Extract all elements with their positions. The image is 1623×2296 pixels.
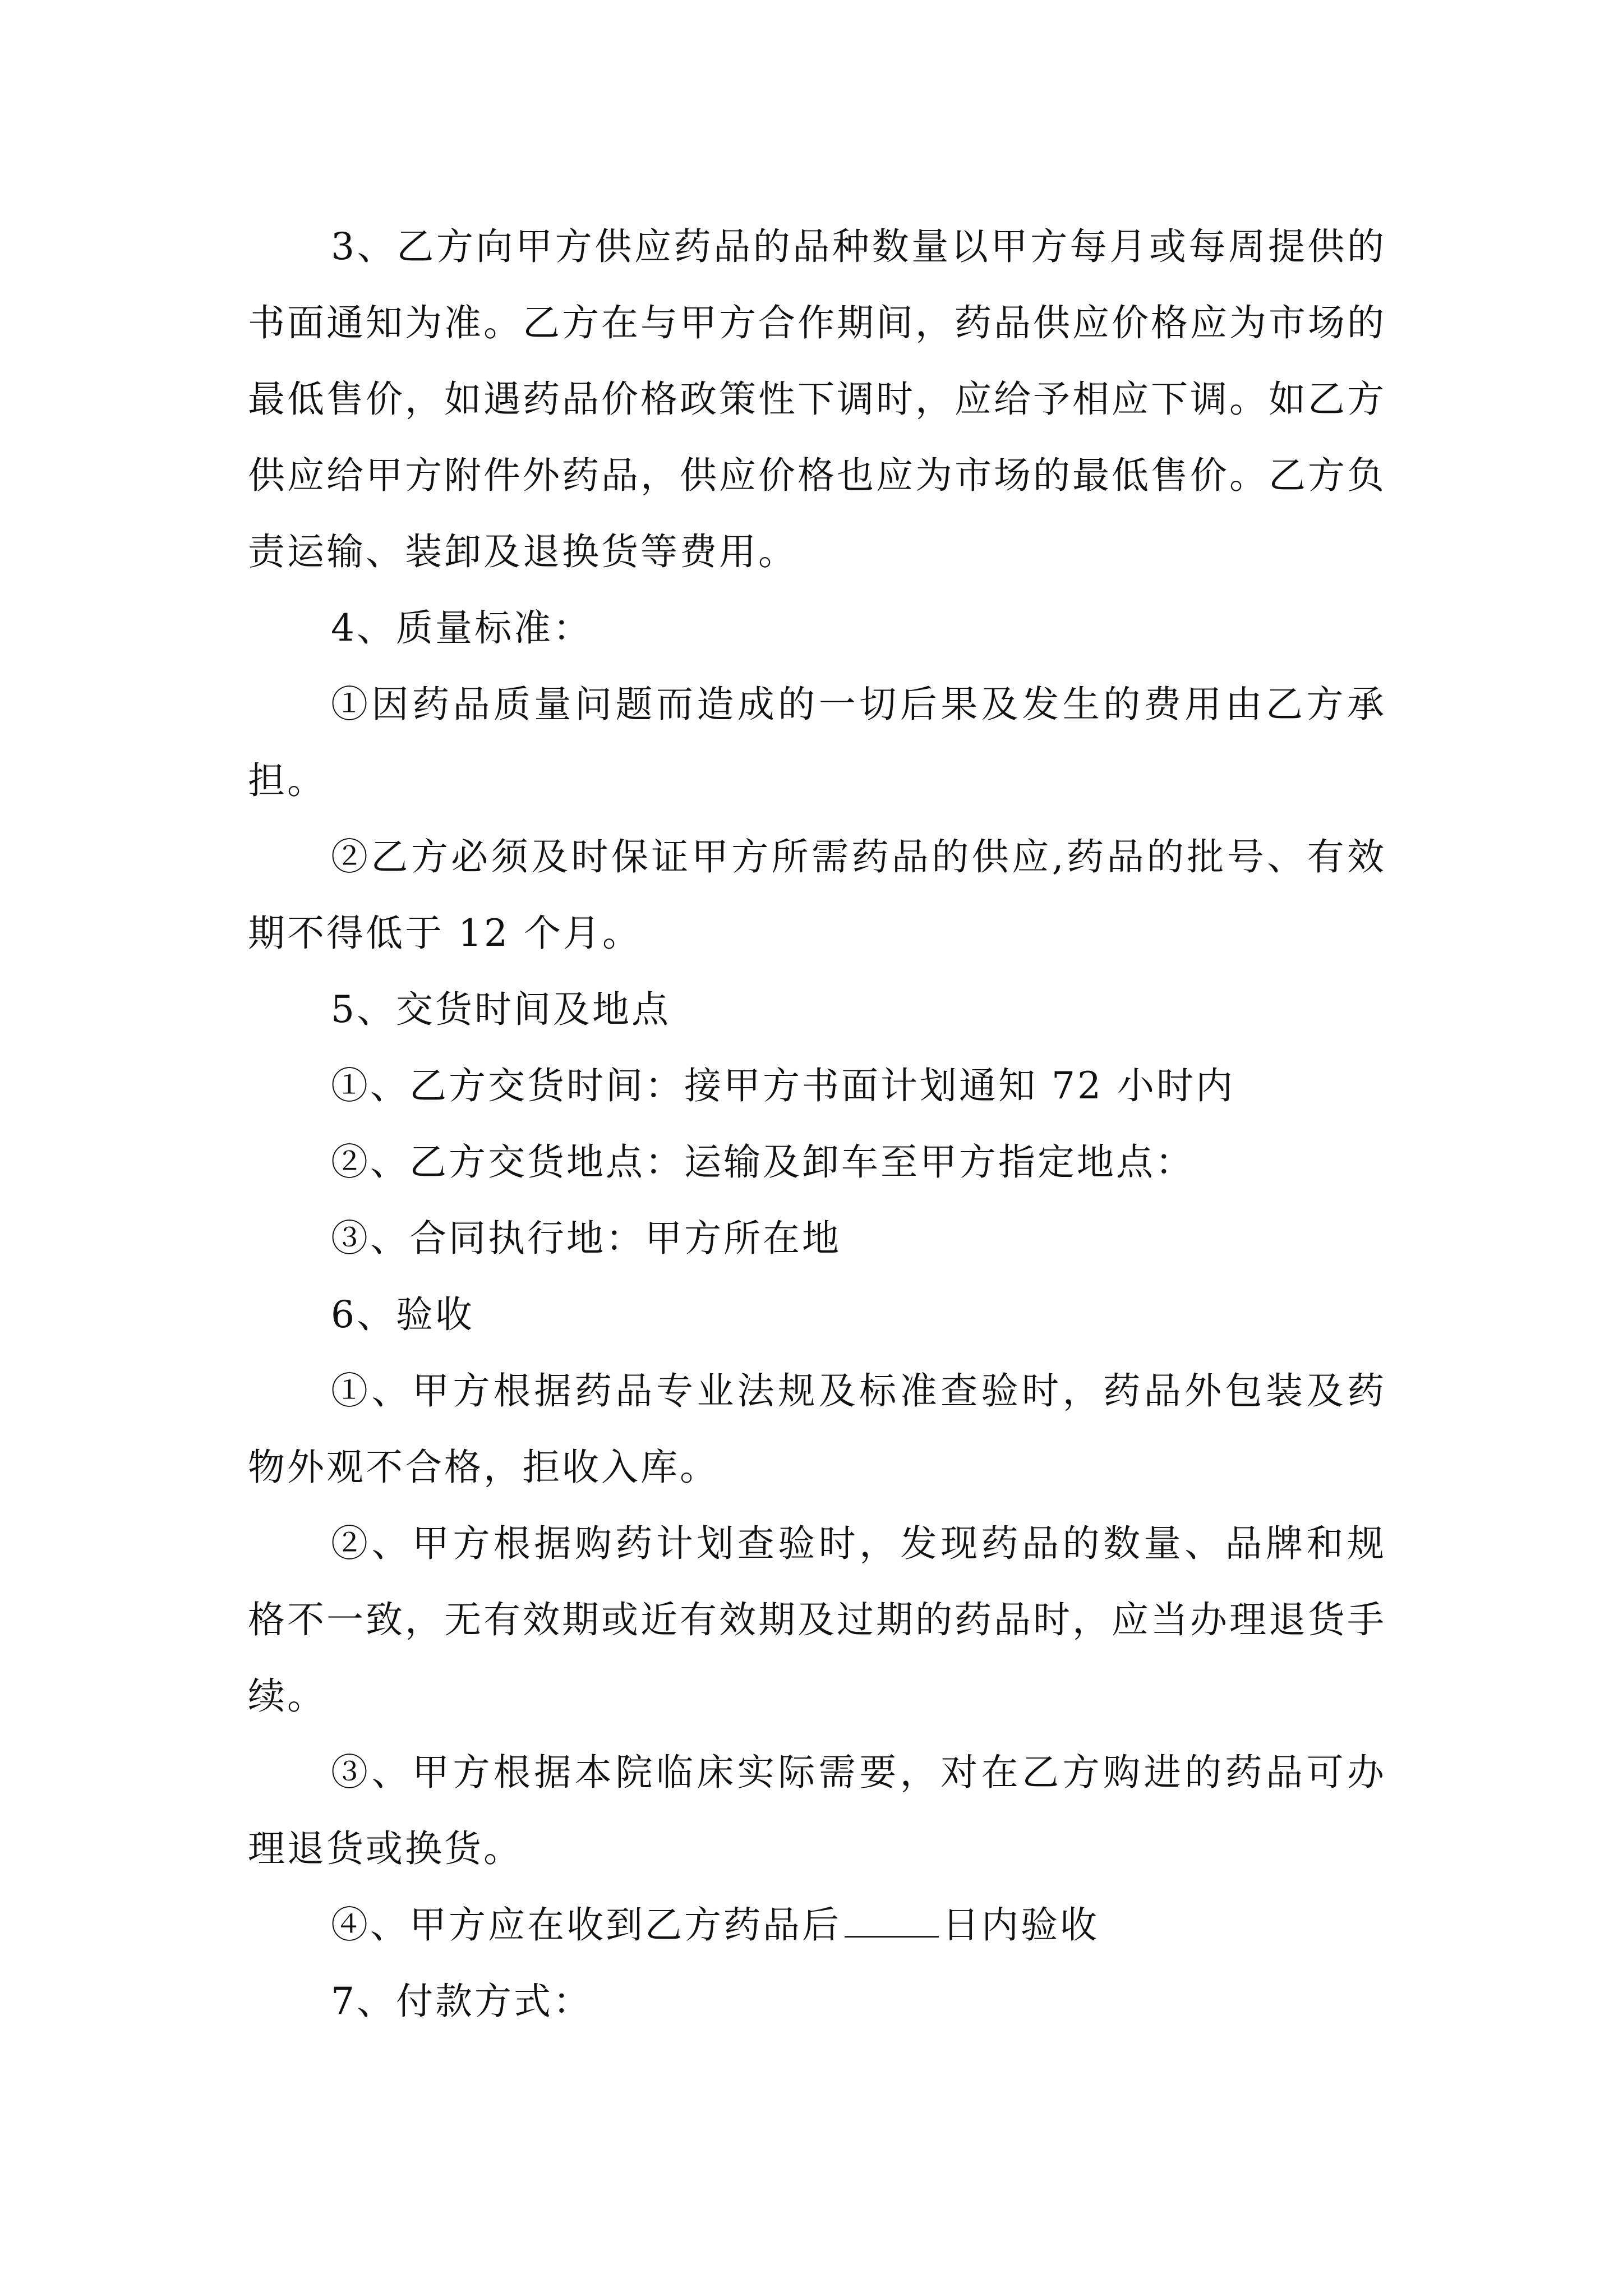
paragraph-quality-liability: ①因药品质量问题而造成的一切后果及发生的费用由乙方承担。 xyxy=(248,683,1386,802)
paragraph-acceptance-return: ③、甲方根据本院临床实际需要，对在乙方购进的药品可办理退货或换货。 xyxy=(248,1751,1386,1870)
paragraph-acceptance-plan: ②、甲方根据购药计划查验时，发现药品的数量、品牌和规格不一致，无有效期或近有效期及过期的药品时，应当办理退货手续。 xyxy=(248,1522,1386,1718)
paragraph-supply-guarantee: ②乙方必须及时保证甲方所需药品的供应,药品的批号、有效期不得低于 12 个月。 xyxy=(248,835,1386,955)
heading-quality-standard: 4、质量标准： xyxy=(331,606,592,650)
document-body xyxy=(248,209,1386,2040)
heading-acceptance: 6、验收 xyxy=(331,1293,474,1336)
paragraph-acceptance-standard: ①、甲方根据药品专业法规及标准查验时，药品外包装及药物外观不合格，拒收入库。 xyxy=(248,1369,1386,1489)
paragraph-delivery-time: ①、乙方交货时间：接甲方书面计划通知 72 小时内 xyxy=(331,1064,1235,1107)
heading-delivery-time-place: 5、交货时间及地点 xyxy=(331,988,671,1031)
paragraph-execution-place: ③、合同执行地：甲方所在地 xyxy=(331,1217,841,1260)
paragraph-delivery-place: ②、乙方交货地点：运输及卸车至甲方指定地点： xyxy=(331,1140,1195,1184)
fill-in-blank-days xyxy=(845,1904,939,1938)
acceptance-deadline-text-after: 日内验收 xyxy=(942,1903,1099,1947)
acceptance-deadline-text-before: ④、甲方应在收到乙方药品后 xyxy=(331,1903,841,1947)
paragraph-acceptance-deadline xyxy=(248,1887,1386,1963)
heading-payment-method: 7、付款方式： xyxy=(331,1980,592,2023)
paragraph-supply-terms: 3、乙方向甲方供应药品的品种数量以甲方每月或每周提供的书面通知为准。乙方在与甲方合作期间，药品供应价格应为市场的最低售价，如遇药品价格政策性下调时，应给予相应下调。如乙方供应给甲方附件外药品，供应价格也应为市场的最低售价。乙方负责运输、装卸及退换货等费用。 xyxy=(248,225,1386,573)
